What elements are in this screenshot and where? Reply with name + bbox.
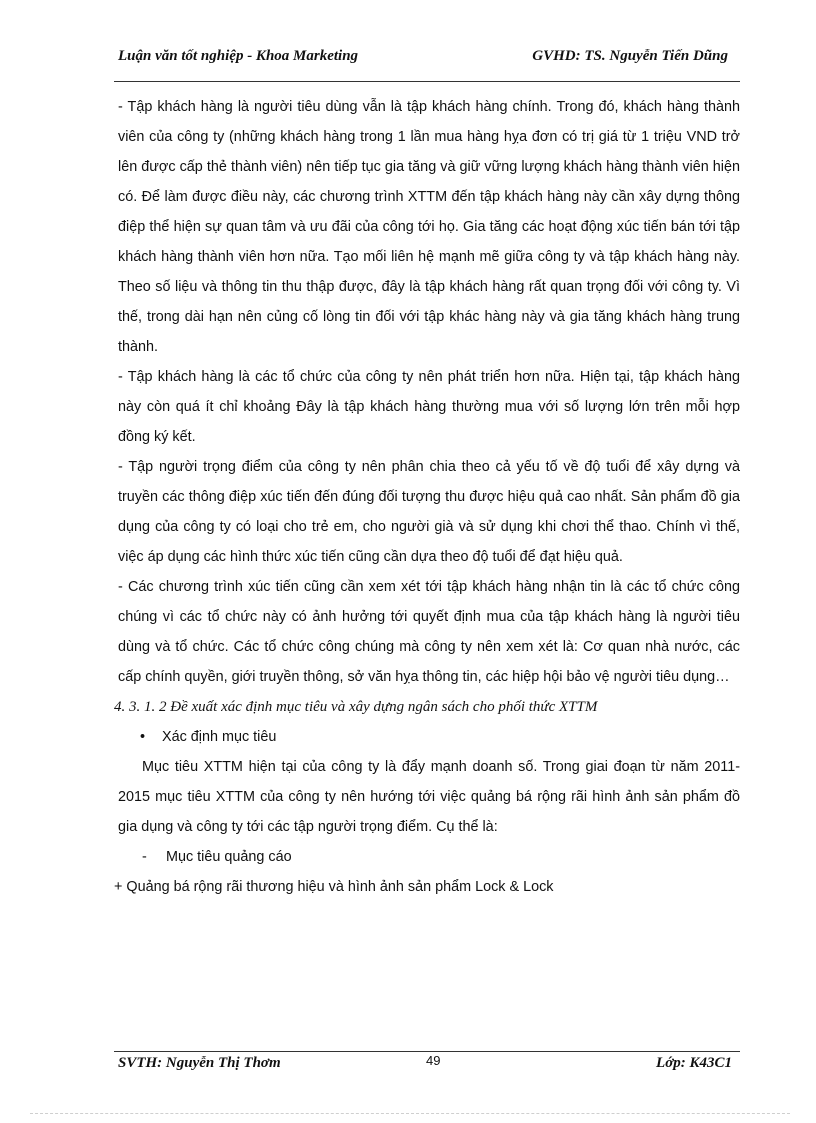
bullet-item [140,722,740,752]
page-body [114,92,740,902]
page-header [114,48,740,70]
bullet-icon: • [140,729,146,745]
header-supervisor: GVHD: TS. Nguyễn Tiến Dũng [532,48,728,64]
footer-rule [114,1051,740,1052]
dash-item [142,842,740,872]
section-heading: 4. 3. 1. 2 Đề xuất xác định mục tiêu và xây dựng ngân sách cho phối thức XTTM [114,699,598,715]
paragraph-objectives: Mục tiêu XTTM hiện tại của công ty là đẩy mạnh doanh số. Trong giai đoạn từ năm 2011- 2015 mục tiêu XTTM của công ty nên hướng tới việc quảng bá rộng rãi hình ảnh sản phẩm đồ gia dụng và công ty tới các tập người trọng điểm. Cụ thể là: [118,759,740,835]
paragraph-public-organizations: - Các chương trình xúc tiến cũng cần xem xét tới tập khách hàng nhận tin là các tổ chức công chúng vì các tổ chức này có ảnh hưởng tới quyết định mua của tập khách hàng là người tiêu dùng và tổ chức. Các tổ chức công chúng mà công ty nên xem xét là: Cơ quan nhà nước, các cấp chính quyền, giới truyền thông, sở văn hỵa thông tin, các hiệp hội bảo vệ người tiêu dụng… [118,579,740,685]
dash-marker: - [142,849,147,865]
page-number: 49 [426,1053,441,1068]
paragraph-age-segments: - Tập người trọng điểm của công ty nên phân chia theo cả yếu tố về độ tuổi để xây dựng và truyền các thông điệp xúc tiến đến đúng đối tượng thu được hiệu quả cao nhất. Sản phẩm đồ gia dụng của công ty có loại cho trẻ em, cho người già và sử dụng khi chơi thể thao. Chính vì thế, việc áp dụng các hình thức xúc tiến cũng cần dựa theo độ tuổi để đạt hiệu quả. [118,459,740,565]
plus-item: + Quảng bá rộng rãi thương hiệu và hình ảnh sản phẩm Lock & Lock [114,879,554,895]
header-rule [114,81,740,82]
page-edge-divider [30,1113,790,1114]
paragraph-organization-customers: - Tập khách hàng là các tổ chức của công ty nên phát triển hơn nữa. Hiện tại, tập khách hàng này còn quá ít chỉ khoảng Đây là tập khách hàng thường mua với số lượng lớn trên mỗi hợp đồng ký kết. [118,369,740,445]
header-thesis-title: Luận văn tốt nghiệp - Khoa Marketing [118,48,359,64]
footer-student: SVTH: Nguyễn Thị Thơm [118,1055,281,1071]
paragraph-consumer-customers: - Tập khách hàng là người tiêu dùng vẫn là tập khách hàng chính. Trong đó, khách hàng thành viên của công ty (những khách hàng trong 1 lần mua hàng hỵa đơn có trị giá từ 1 triệu VND trở lên được cấp thẻ thành viên) nên tiếp tục gia tăng và giữ vững lượng khách hàng thành viên hiện có. Để làm được điều này, các chương trình XTTM đến tập khách hàng này cần xây dựng thông điệp thể hiện sự quan tâm và ưu đãi của công tới họ. Gia tăng các hoạt động xúc tiến bán tới tập khách hàng thành viên hơn nữa. Tạo mối liên hệ mạnh mẽ giữa công ty và tập khách hàng này. Theo số liệu và thông tin thu thập được, đây là tập khách hàng rất quan trọng đối với công ty. Vì thế, trong dài hạn nên củng cố lòng tin đối với tập khác hàng này và gia tăng khách hàng trung thành. [118,99,740,355]
bullet-text: Xác định mục tiêu [162,729,277,745]
page-footer [114,1055,740,1077]
dash-text: Mục tiêu quảng cáo [166,849,292,865]
footer-class: Lớp: K43C1 [656,1055,732,1071]
